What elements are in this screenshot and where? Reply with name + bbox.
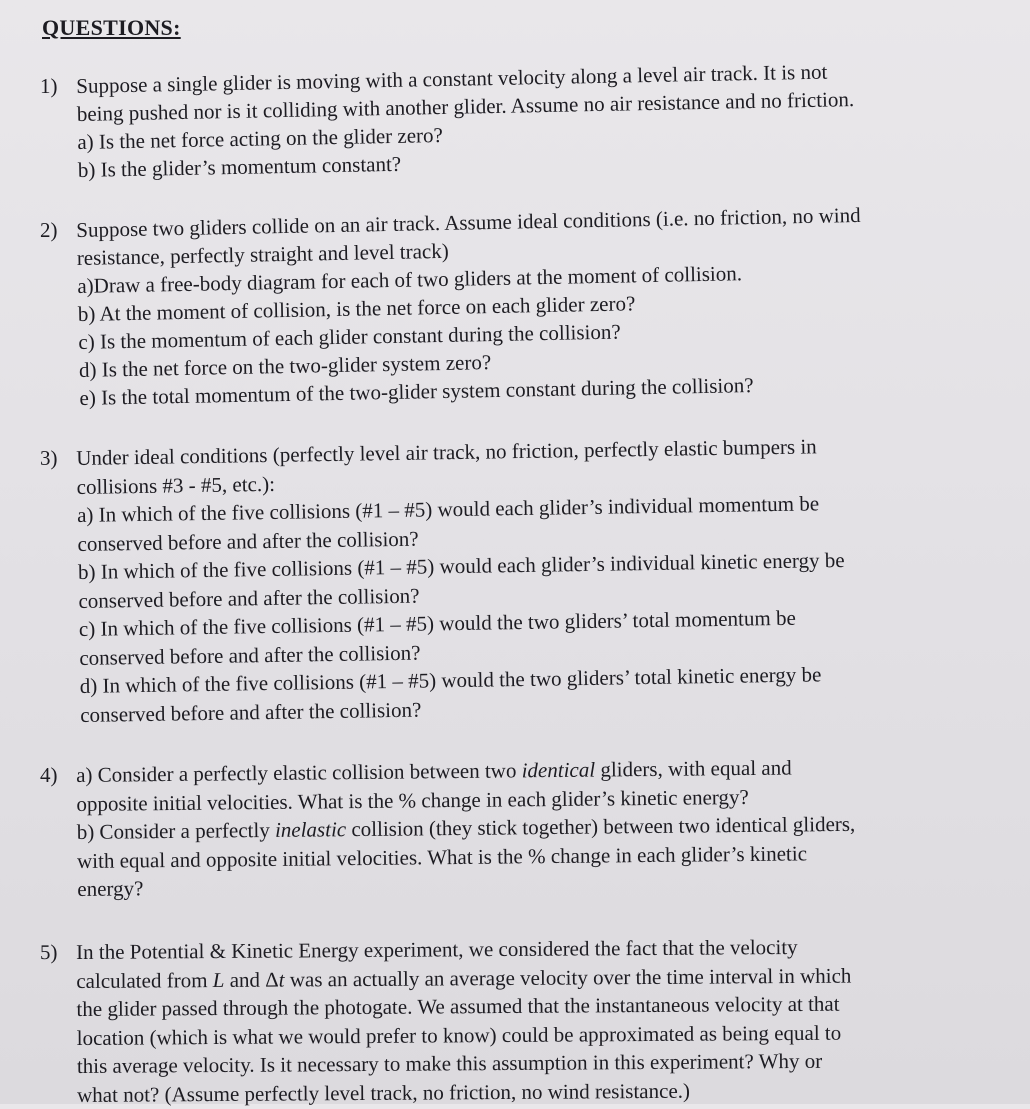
question-number: 1) xyxy=(40,74,58,98)
variable-symbol: L xyxy=(212,966,225,992)
subpart-a-continued: conserved before and after the collision? xyxy=(77,526,419,556)
text-fragment: and Δ xyxy=(224,966,279,991)
emphasis-text: inelastic xyxy=(274,817,347,842)
subpart-b-continued: conserved before and after the collision? xyxy=(78,583,420,613)
question-text-line: In the Potential & Kinetic Energy experiment, we considered the fact that the velocity xyxy=(76,934,798,964)
question-text-line: what not? (Assume perfectly level track, no friction, no wind resistance.) xyxy=(77,1077,691,1106)
question-number: 4) xyxy=(40,763,58,787)
question-body xyxy=(76,931,991,1108)
subpart-a-continued: opposite initial velocities. What is the % change in each glider’s kinetic energy? xyxy=(76,784,749,816)
text-fragment: collision (they stick together) between two identical gliders, xyxy=(346,811,856,842)
variable-symbol: t xyxy=(278,966,285,991)
text-fragment: b) Consider a perfectly xyxy=(76,817,276,844)
emphasis-text: identical xyxy=(521,757,596,783)
subpart-c: c) Is the momentum of each glider constant during the collision? xyxy=(78,319,621,354)
question-body xyxy=(76,751,991,903)
question-text-line: resistance, perfectly straight and level track) xyxy=(76,238,449,270)
question-text-line: this average velocity. Is it necessary to make this assumption in this experiment? Why or xyxy=(76,1048,823,1078)
question-text-line: Under ideal conditions (perfectly level air track, no friction, perfectly elastic bumpers in xyxy=(76,434,817,470)
question-4 xyxy=(40,755,990,904)
text-fragment: gliders, with equal and xyxy=(594,755,792,782)
subpart-c-continued: conserved before and after the collision? xyxy=(79,640,421,670)
question-1 xyxy=(40,59,990,184)
subpart-a: a)Draw a free-body diagram for each of two gliders at the moment of collision. xyxy=(77,261,743,298)
text-fragment: calculated from xyxy=(76,967,213,992)
question-body xyxy=(76,198,994,412)
subpart-b: b) At the moment of collision, is the net force on each glider zero? xyxy=(77,291,636,326)
question-number: 5) xyxy=(39,939,58,964)
subpart-b: b) In which of the five collisions (#1 – #5) would each glider’s individual kinetic energy be xyxy=(77,547,845,584)
question-body xyxy=(76,54,992,184)
question-5 xyxy=(39,934,990,1109)
text-fragment: was an actually an average velocity over the time interval in which xyxy=(284,962,852,991)
question-text-line: being pushed nor is it colliding with another glider. Assume no air resistance and no friction. xyxy=(76,87,855,126)
subpart-a: a) Is the net force acting on the glider zero? xyxy=(77,122,444,154)
question-3 xyxy=(40,434,990,729)
subpart-b-continued: energy? xyxy=(77,876,144,901)
subpart-e: e) Is the total momentum of the two-glider system constant during the collision? xyxy=(79,373,754,410)
question-number: 2) xyxy=(40,218,58,242)
subpart-b-continued: with equal and opposite initial velocities. What is the % change in each glider’s kinetic xyxy=(76,840,808,873)
question-body xyxy=(76,430,994,729)
subpart-d-continued: conserved before and after the collision? xyxy=(80,697,422,727)
subpart-b: b) Is the glider’s momentum constant? xyxy=(77,151,402,182)
question-text-line: collisions #3 - #5, etc.): xyxy=(76,471,276,499)
question-text-line: location (which is what we would prefer to know) could be approximated as being equal to xyxy=(76,1019,842,1049)
subpart-c: c) In which of the five collisions (#1 – #5) would the two gliders’ total momentum be xyxy=(78,605,796,641)
page-title: QUESTIONS: xyxy=(42,15,181,40)
question-number: 3) xyxy=(40,446,58,470)
text-fragment: a) Consider a perfectly elastic collision between two xyxy=(76,758,522,787)
question-2 xyxy=(40,202,990,412)
subpart-a: a) In which of the five collisions (#1 – #5) would each glider’s individual momentum be xyxy=(76,491,820,527)
subpart-d: d) In which of the five collisions (#1 – #5) would the two gliders’ total kinetic energy be xyxy=(79,662,822,698)
question-text-line: the glider passed through the photogate. We assumed that the instantaneous velocity at that xyxy=(76,991,840,1021)
question-text-line: Suppose two gliders collide on an air track. Assume ideal conditions (i.e. no friction, no wind xyxy=(76,202,861,242)
question-text-line: Suppose a single glider is moving with a constant velocity along a level air track. It is not xyxy=(76,59,828,98)
subpart-d: d) Is the net force on the two-glider system zero? xyxy=(78,350,492,382)
